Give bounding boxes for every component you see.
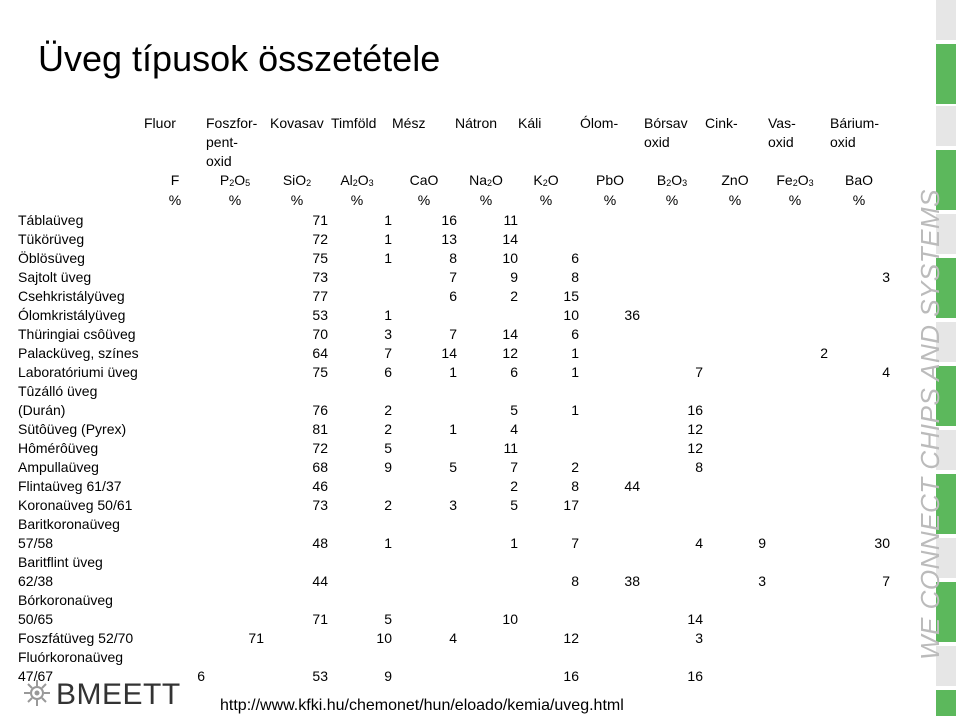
- table-cell: 46: [312, 478, 328, 494]
- table-cell: 3: [758, 573, 766, 589]
- table-cell: 12: [563, 630, 579, 646]
- table-cell: 16: [441, 212, 457, 228]
- table-cell: 48: [312, 535, 328, 551]
- row-label: Flintaüveg 61/37: [18, 478, 122, 494]
- table-cell: 2: [384, 402, 392, 418]
- table-cell: 6: [510, 364, 518, 380]
- table-cell: 11: [503, 212, 518, 228]
- table-cell: 10: [502, 250, 518, 266]
- table-cell: 64: [312, 345, 328, 361]
- column-unit: %: [417, 192, 431, 208]
- table-cell: 7: [510, 459, 518, 475]
- column-symbol: $P_2O_5$: [219, 172, 251, 188]
- table-cell: 2: [384, 421, 392, 437]
- column-symbol: $Na_2O$: [469, 172, 503, 188]
- column-symbol: $B_2O_3$: [656, 172, 688, 188]
- column-unit: %: [788, 192, 802, 208]
- row-label: 50/65: [18, 611, 54, 627]
- table-cell: 3: [449, 497, 457, 513]
- column-symbol: CaO: [409, 172, 439, 188]
- row-label: Bórkoronaüveg: [18, 592, 113, 608]
- row-label: Laboratóriumi üveg: [18, 364, 138, 380]
- column-symbol: $Fe_2O_3$: [776, 172, 814, 188]
- row-label: Foszfátüveg 52/70: [18, 630, 134, 646]
- table-cell: 2: [384, 497, 392, 513]
- column-unit: %: [603, 192, 617, 208]
- table-cell: 16: [687, 402, 703, 418]
- row-label: Sajtolt üveg: [18, 269, 92, 285]
- table-cell: 6: [571, 326, 579, 342]
- table-cell: 8: [571, 269, 579, 285]
- row-label: Tûzálló üveg: [18, 383, 98, 399]
- table-cell: 53: [312, 668, 328, 684]
- page-title: Üveg típusok összetétele: [38, 38, 441, 79]
- column-header-name: Timföld: [331, 115, 377, 131]
- column-header-name: Kovasav: [270, 115, 324, 131]
- table-cell: 72: [312, 231, 328, 247]
- table-cell: 5: [510, 497, 518, 513]
- table-cell: 3: [384, 326, 392, 342]
- table-cell: 72: [312, 440, 328, 456]
- table-cell: 11: [503, 440, 518, 456]
- table-cell: 8: [695, 459, 703, 475]
- table-cell: 10: [563, 307, 579, 323]
- table-cell: 14: [502, 326, 518, 342]
- row-label: (Durán): [18, 402, 66, 418]
- row-label: Ólomkristályüveg: [18, 307, 126, 323]
- table-cell: 1: [384, 212, 392, 228]
- column-header-name: Foszfor- pent- oxid: [206, 115, 258, 169]
- table-cell: 5: [510, 402, 518, 418]
- table-cell: 8: [571, 573, 579, 589]
- table-cell: 6: [197, 668, 205, 684]
- column-unit: %: [479, 192, 493, 208]
- row-label: Csehkristályüveg: [18, 288, 125, 304]
- table-cell: 44: [312, 573, 328, 589]
- column-header-name: Cink-: [705, 115, 738, 131]
- table-cell: 1: [384, 307, 392, 323]
- column-symbol: BaO: [844, 172, 874, 188]
- table-cell: 5: [384, 611, 392, 627]
- table-cell: 5: [384, 440, 392, 456]
- table-cell: 12: [687, 440, 703, 456]
- table-cell: 9: [758, 535, 766, 551]
- table-cell: 2: [571, 459, 579, 475]
- strip-segment: [936, 44, 956, 104]
- row-label: Táblaüveg: [18, 212, 84, 228]
- row-label: Palacküveg, színes: [18, 345, 139, 361]
- table-cell: 1: [510, 535, 518, 551]
- column-symbol: ZnO: [721, 172, 749, 188]
- column-unit: %: [350, 192, 364, 208]
- table-cell: 38: [624, 573, 640, 589]
- table-cell: 73: [312, 269, 328, 285]
- table-cell: 6: [571, 250, 579, 266]
- table-cell: 1: [571, 364, 579, 380]
- table-cell: 1: [571, 345, 579, 361]
- table-cell: 7: [384, 345, 392, 361]
- table-cell: 73: [312, 497, 328, 513]
- table-cell: 7: [695, 364, 703, 380]
- table-cell: 9: [384, 459, 392, 475]
- strip-segment: [936, 106, 956, 146]
- table-cell: 70: [312, 326, 328, 342]
- table-cell: 71: [248, 630, 264, 646]
- table-cell: 12: [687, 421, 703, 437]
- table-cell: 9: [510, 269, 518, 285]
- table-cell: 4: [449, 630, 457, 646]
- table-cell: 76: [312, 402, 328, 418]
- table-cell: 6: [384, 364, 392, 380]
- table-cell: 3: [695, 630, 703, 646]
- table-cell: 1: [384, 535, 392, 551]
- column-symbol: $Al_2O_3$: [340, 172, 374, 188]
- column-unit: %: [852, 192, 866, 208]
- table-cell: 16: [563, 668, 579, 684]
- column-header-name: Káli: [518, 115, 542, 131]
- column-header-name: Vas- oxid: [768, 115, 796, 150]
- table-cell: 68: [312, 459, 328, 475]
- table-cell: 17: [563, 497, 579, 513]
- table-cell: 2: [510, 288, 518, 304]
- table-cell: 77: [312, 288, 328, 304]
- row-label: Ampullaüveg: [18, 459, 99, 475]
- row-label: Öblösüveg: [18, 250, 85, 266]
- row-label: 62/38: [18, 573, 54, 589]
- column-unit: %: [665, 192, 679, 208]
- table-cell: 71: [312, 611, 328, 627]
- table-cell: 81: [312, 421, 328, 437]
- table-cell: 44: [624, 478, 640, 494]
- row-label: Fluórkoronaüveg: [18, 649, 124, 665]
- column-unit: %: [539, 192, 553, 208]
- table-cell: 75: [312, 364, 328, 380]
- row-label: Tükörüveg: [18, 231, 85, 247]
- table-cell: 7: [449, 326, 457, 342]
- table-cell: 53: [312, 307, 328, 323]
- table-cell: 12: [502, 345, 518, 361]
- column-header-name: Mész: [392, 115, 426, 131]
- table-cell: 14: [502, 231, 518, 247]
- row-label: 57/58: [18, 535, 54, 551]
- table-cell: 4: [695, 535, 703, 551]
- strip-segment: [936, 690, 956, 716]
- row-label: Baritkoronaüveg: [18, 516, 120, 532]
- column-symbol: F: [170, 172, 180, 188]
- table-cell: 5: [449, 459, 457, 475]
- table-cell: 6: [449, 288, 457, 304]
- table-cell: 71: [312, 212, 328, 228]
- column-symbol: $K_2O$: [533, 172, 559, 188]
- column-unit: %: [728, 192, 742, 208]
- column-header-name: Bárium- oxid: [830, 115, 880, 150]
- column-unit: %: [168, 192, 182, 208]
- table-cell: 8: [571, 478, 579, 494]
- table-cell: 7: [449, 269, 457, 285]
- row-label: 47/67: [18, 668, 54, 684]
- table-cell: 14: [687, 611, 703, 627]
- table-cell: 1: [384, 231, 392, 247]
- table-cell: 1: [571, 402, 579, 418]
- table-cell: 9: [384, 668, 392, 684]
- logo-text: BMEETT: [56, 678, 181, 711]
- table-cell: 30: [874, 535, 890, 551]
- table-cell: 36: [624, 307, 640, 323]
- source-link[interactable]: http://www.kfki.hu/chemonet/hun/eloado/kemia/uveg.html: [220, 697, 624, 714]
- table-cell: 10: [376, 630, 392, 646]
- table-cell: 2: [510, 478, 518, 494]
- table-cell: 2: [820, 345, 828, 361]
- column-unit: %: [228, 192, 242, 208]
- row-label: Hômérôüveg: [18, 440, 99, 456]
- table-cell: 3: [882, 269, 890, 285]
- bmeett-logo-icon: [20, 676, 54, 715]
- table-cell: 1: [449, 364, 457, 380]
- column-symbol: SiO$_2$: [282, 172, 312, 188]
- column-symbol: PbO: [595, 172, 625, 188]
- row-label: Thüringiai csôüveg: [18, 326, 136, 342]
- table-cell: 7: [571, 535, 579, 551]
- table-cell: 4: [882, 364, 890, 380]
- table-cell: 10: [502, 611, 518, 627]
- column-header-name: Ólom-: [580, 115, 619, 131]
- row-label: Baritflint üveg: [18, 554, 103, 570]
- table-cell: 16: [687, 668, 703, 684]
- column-header-name: Bórsav oxid: [644, 115, 688, 150]
- table-cell: 1: [449, 421, 457, 437]
- row-label: Sütôüveg (Pyrex): [18, 421, 127, 437]
- strip-segment: [936, 0, 956, 40]
- table-cell: 15: [563, 288, 579, 304]
- column-header-name: Fluor: [144, 115, 176, 131]
- table-cell: 75: [312, 250, 328, 266]
- table-cell: 1: [384, 250, 392, 266]
- table-cell: 4: [510, 421, 518, 437]
- table-cell: 7: [882, 573, 890, 589]
- table-cell: 8: [449, 250, 457, 266]
- table-cell: 14: [441, 345, 457, 361]
- column-unit: %: [290, 192, 304, 208]
- table-cell: 13: [441, 231, 457, 247]
- side-slogan: WE CONNECT CHIPS AND SYSTEMS: [915, 189, 945, 660]
- column-header-name: Nátron: [455, 115, 498, 131]
- row-label: Koronaüveg 50/61: [18, 497, 133, 513]
